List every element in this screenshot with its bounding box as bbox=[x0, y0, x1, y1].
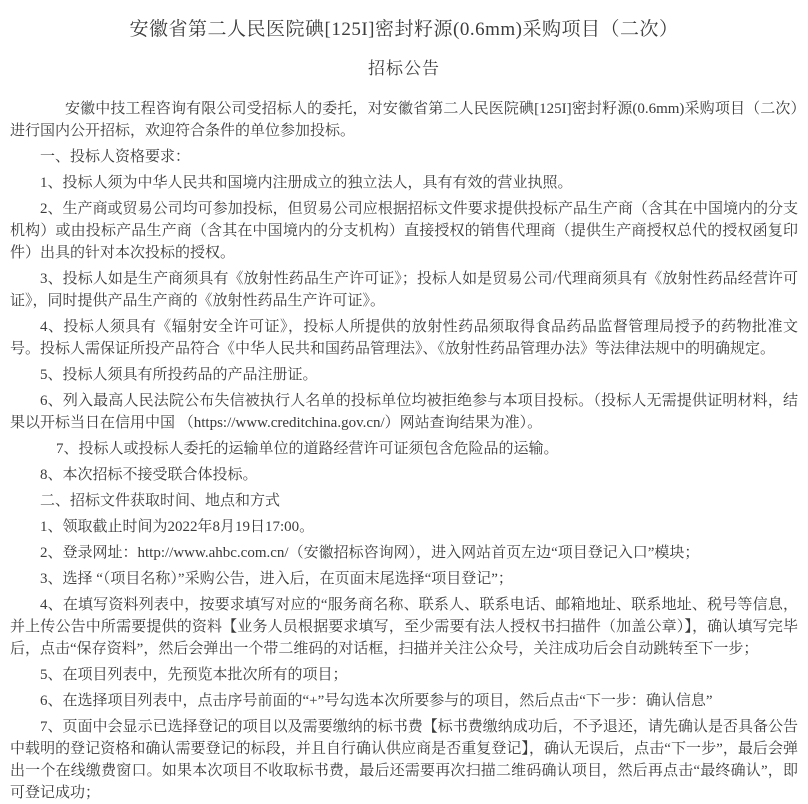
section-2-item-3: 3、选择 “（项目名称）”采购公告，进入后，在页面末尾选择“项目登记”； bbox=[40, 571, 513, 587]
section-1-heading: 一、投标人资格要求： bbox=[40, 149, 191, 165]
section-2-item-2: 2、登录网址：http://www.ahbc.com.cn/（安徽招标咨询网），进入网站首页左边“项目登记入口”模块； bbox=[40, 545, 700, 561]
section-1-item-7: 7、投标人或投标人委托的运输单位的道路经营许可证须包含危险品的运输。 bbox=[56, 441, 559, 457]
section-1-item-8: 8、本次招标不接受联合体投标。 bbox=[40, 467, 258, 483]
section-1-item-1: 1、投标人须为中华人民共和国境内注册成立的独立法人，具有有效的营业执照。 bbox=[40, 175, 573, 191]
section-1-item-2: 2、生产商或贸易公司均可参加投标，但贸易公司应根据招标文件要求提供投标产品生产商（含其在中国境内的分支机构）或由投标产品生产商（含其在中国境内的分支机构）直接授权的销售代理商（提供生产商授权总代的授权函复印件）出具的针对本次投标的授权。 bbox=[10, 201, 798, 261]
section-1-item-4: 4、投标人须具有《辐射安全许可证》，投标人所提供的放射性药品须取得食品药品监督管理局授予的药物批准文号。投标人需保证所投产品符合《中华人民共和国药品管理法》、《放射性药品管理办法》等法律法规中的明确规定。 bbox=[10, 319, 798, 357]
section-2-item-4: 4、在填写资料列表中，按要求填写对应的“服务商名称、联系人、联系电话、邮箱地址、联系地址、税号等信息，并上传公告中所需要提供的资料【业务人员根据要求填写，至少需要有法人授权书扫描件（加盖公章）】，确认填写完毕后，点击“保存资料”，然后会弹出一个带二维码的对话框，扫描并关注公众号，关注成功后会自动跳转至下一步； bbox=[10, 597, 798, 657]
document-subtitle: 招标公告 bbox=[368, 59, 440, 78]
intro-paragraph: 安徽中技工程咨询有限公司受招标人的委托，对安徽省第二人民医院碘[125I]密封籽源(0.6mm)采购项目（二次）进行国内公开招标，欢迎符合条件的单位参加投标。 bbox=[10, 101, 798, 139]
section-2-item-7: 7、页面中会显示已选择登记的项目以及需要缴纳的标书费【标书费缴纳成功后，不予退还，请先确认是否具备公告中载明的登记资格和确认需要登记的标段，并且自行确认供应商是否重复登记】，确认无误后，点击“下一步”，最后会弹出一个在线缴费窗口。如果本次项目不收取标书费，最后还需要再次扫描二维码确认项目，然后再点击“最终确认”，即可登记成功； bbox=[10, 719, 798, 801]
section-2-heading: 二、招标文件获取时间、地点和方式 bbox=[40, 493, 281, 509]
section-1-item-6: 6、列入最高人民法院公布失信被执行人名单的投标单位均被拒绝参与本项目投标。（投标人无需提供证明材料，结果以开标当日在信用中国 （https://www.creditchina.gov.cn/）网站查询结果为准）。 bbox=[10, 393, 798, 431]
section-2-item-6: 6、在选择项目列表中，点击序号前面的“+”号勾选本次所要参与的项目，然后点击“下一步：确认信息” bbox=[40, 693, 713, 709]
section-1-item-5: 5、投标人须具有所投药品的产品注册证。 bbox=[40, 367, 318, 383]
section-2-item-1: 1、领取截止时间为2022年8月19日17:00。 bbox=[40, 519, 315, 535]
section-1-item-3: 3、投标人如是生产商须具有《放射性药品生产许可证》；投标人如是贸易公司/代理商须具有《放射性药品经营许可证》，同时提供产品生产商的《放射性药品生产许可证》。 bbox=[10, 271, 798, 309]
document-title: 安徽省第二人民医院碘[125I]密封籽源(0.6mm)采购项目（二次） bbox=[129, 19, 679, 40]
section-2-item-5: 5、在项目列表中，先预览本批次所有的项目； bbox=[40, 667, 348, 683]
